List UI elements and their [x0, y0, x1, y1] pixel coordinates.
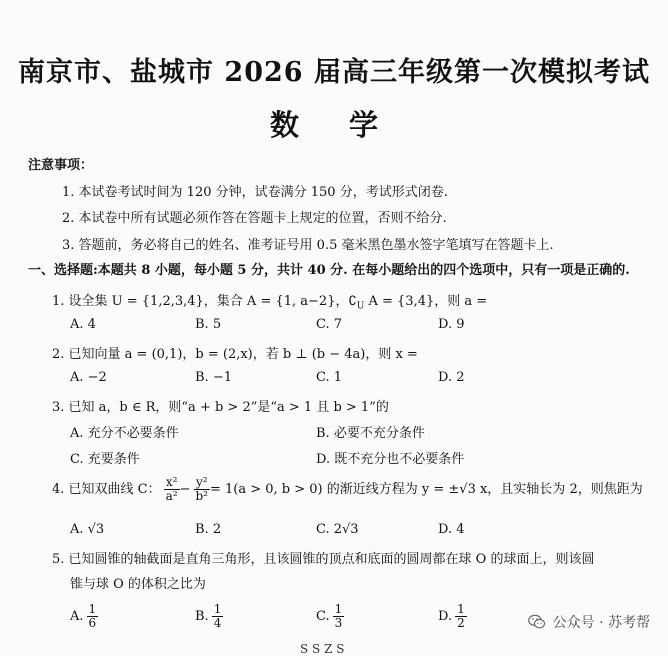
fraction: [164, 476, 180, 503]
question-stem: 5. 已知圆锥的轴截面是直角三角形，且该圆锥的顶点和底面的圆周都在球 O 的球面上，则该圆: [52, 552, 595, 567]
fraction: [212, 603, 224, 630]
fraction-numerator: 1: [457, 602, 465, 616]
notice-item: 3. 答题前，务必将自己的姓名、准考证号用 0.5 毫米黑色墨水签字笔填写在答题卡上.: [62, 238, 554, 253]
section-heading: 一、选择题:本题共 8 小题，每小题 5 分，共计 40 分. 在每小题给出的四个选项中，只有一项是正确的.: [28, 263, 630, 278]
option-label: B.: [195, 609, 209, 624]
stem-text: A = {3,4}，则 a =: [364, 294, 488, 309]
option-label: A.: [70, 609, 84, 624]
wechat-icon: [527, 612, 547, 632]
fraction-denominator: 3: [334, 616, 343, 630]
stem-subscript: U: [356, 301, 365, 312]
option: C. 7: [316, 317, 343, 332]
fraction: [455, 603, 467, 630]
option: [316, 603, 344, 630]
option: B. 5: [195, 317, 222, 332]
fraction-denominator: 4: [213, 616, 222, 630]
fraction-numerator: 1: [334, 602, 343, 616]
notice-heading: 注意事项：: [28, 158, 94, 173]
question-stem: 2. 已知向量 a = (0,1)，b = (2,x)，若 b ⊥ (b − 4a)，则 x =: [52, 347, 418, 362]
cutoff-text: S S Z S: [300, 642, 345, 656]
option: D. 既不充分也不必要条件: [316, 452, 465, 467]
option: B. 必要不充分条件: [316, 426, 425, 441]
fraction-numerator: 1: [213, 602, 222, 616]
exam-title: 南京市、盐城市 2026 届高三年级第一次模拟考试: [18, 57, 650, 88]
option: C. 1: [316, 370, 343, 385]
option: D. 2: [438, 370, 465, 385]
stem-text: 1. 设全集 U = {1,2,3,4}，集合 A = {1, a−2}，∁: [52, 294, 357, 309]
option-label: C.: [316, 609, 330, 624]
option: [70, 603, 98, 630]
watermark-text: 公众号 · 苏考帮: [552, 615, 650, 631]
fraction: [333, 603, 345, 630]
fraction-denominator: 6: [88, 616, 97, 630]
option-label: D.: [438, 609, 453, 624]
option: [438, 603, 467, 630]
fraction-denominator: 2: [457, 616, 465, 630]
fraction-denominator: a²: [165, 489, 178, 503]
option: A. −2: [70, 370, 107, 385]
subject-title: 数 学: [269, 108, 399, 142]
fraction-numerator: x²: [164, 476, 180, 490]
notice-item: 1. 本试卷考试时间为 120 分钟，试卷满分 150 分，考试形式闭卷.: [62, 185, 448, 200]
question-stem: [52, 290, 487, 312]
option: D. 9: [438, 317, 465, 332]
notice-item: 2. 本试卷中所有试题必须作答在答题卡上规定的位置，否则不给分.: [62, 211, 447, 226]
stem-text: 4. 已知双曲线 C：: [52, 482, 161, 497]
fraction-numerator: 1: [88, 602, 97, 616]
fraction-denominator: b²: [195, 489, 208, 503]
option: C. 2√3: [316, 522, 359, 537]
question-stem-continued: 锥与球 O 的体积之比为: [70, 577, 206, 592]
fraction: [87, 603, 99, 630]
fraction-numerator: y²: [194, 476, 211, 490]
option: C. 充要条件: [70, 452, 140, 467]
option: [195, 603, 223, 630]
option: B. −1: [195, 370, 232, 385]
stem-text: = 1(a > 0, b > 0) 的渐近线方程为 y = ±√3 x，且实轴长为 2，则焦距为: [210, 482, 643, 497]
option: B. 2: [195, 522, 222, 537]
option: A. √3: [70, 522, 105, 537]
question-stem: 3. 已知 a，b ∈ R，则“a + b > 2”是“a > 1 且 b > 1”的: [52, 400, 389, 415]
fraction: [194, 476, 211, 503]
option: A. 充分不必要条件: [70, 426, 179, 441]
option: A. 4: [70, 317, 96, 332]
option: D. 4: [438, 522, 465, 537]
minus-sign: −: [179, 482, 191, 497]
watermark: [527, 612, 650, 632]
question-stem: [52, 475, 643, 505]
